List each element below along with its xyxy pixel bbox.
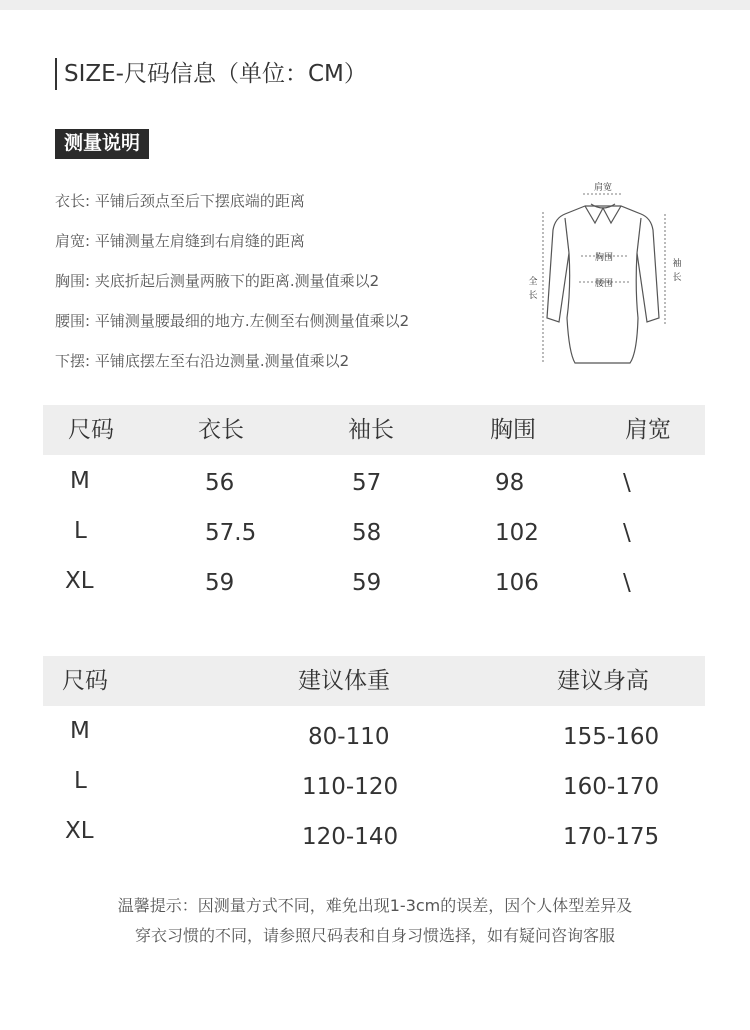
measure-item-hem: 下摆: 平铺底摆左至右沿边测量.测量值乘以2 bbox=[55, 352, 350, 370]
size-header-shoulder: 肩宽 bbox=[625, 417, 671, 443]
diagram-label-length-2: 长 bbox=[528, 291, 538, 301]
tip-note-line-2: 穿衣习惯的不同，请参照尺码表和自身习惯选择，如有疑问咨询客服 bbox=[134, 926, 615, 945]
fit-cell: 160-170 bbox=[563, 774, 660, 800]
size-cell: \ bbox=[623, 570, 631, 596]
fit-cell: 170-175 bbox=[563, 824, 660, 850]
fit-cell: M bbox=[70, 718, 90, 744]
size-cell: 59 bbox=[352, 570, 382, 596]
diagram-label-length-1: 全 bbox=[528, 277, 538, 287]
size-cell: 59 bbox=[205, 570, 235, 596]
size-header-sleeve: 袖长 bbox=[348, 417, 394, 443]
size-header-size: 尺码 bbox=[68, 417, 114, 443]
measure-item-shoulder: 肩宽: 平铺测量左肩缝到右肩缝的距离 bbox=[55, 232, 305, 250]
measure-item-length: 衣长: 平铺后颈点至后下摆底端的距离 bbox=[55, 192, 305, 210]
size-cell: 102 bbox=[495, 520, 539, 546]
size-cell: \ bbox=[623, 470, 631, 496]
diagram-label-waist: 腰围 bbox=[594, 279, 614, 289]
diagram-label-sleeve-1: 袖 bbox=[672, 259, 682, 269]
measure-heading: 测量说明 bbox=[55, 129, 149, 159]
fit-cell: 80-110 bbox=[308, 724, 390, 750]
size-cell: 98 bbox=[495, 470, 525, 496]
diagram-label-sleeve-2: 长 bbox=[672, 273, 682, 283]
fit-cell: L bbox=[74, 768, 87, 794]
size-header-chest: 胸围 bbox=[490, 417, 536, 443]
diagram-label-shoulder: 肩宽 bbox=[593, 183, 613, 193]
top-divider-bar bbox=[0, 0, 750, 10]
size-cell: 57.5 bbox=[205, 520, 257, 546]
fit-header-weight: 建议体重 bbox=[298, 668, 390, 694]
size-cell: 57 bbox=[352, 470, 382, 496]
measure-instructions bbox=[55, 190, 409, 390]
size-cell: 58 bbox=[352, 520, 382, 546]
garment-measurement-diagram bbox=[515, 178, 700, 378]
fit-header-height: 建议身高 bbox=[557, 668, 649, 694]
fit-cell: XL bbox=[65, 818, 94, 844]
size-header-length: 衣长 bbox=[198, 417, 244, 443]
fit-header-size: 尺码 bbox=[62, 668, 108, 694]
tip-note-line-1: 温馨提示：因测量方式不同，难免出现1-3cm的误差，因个人体型差异及 bbox=[117, 896, 633, 915]
measure-item-waist: 腰围: 平铺测量腰最细的地方.左侧至右侧测量值乘以2 bbox=[55, 312, 410, 330]
measure-item-chest: 胸围: 夹底折起后测量两腋下的距离.测量值乘以2 bbox=[55, 272, 380, 290]
diagram-label-chest: 胸围 bbox=[594, 253, 614, 263]
fit-cell: 110-120 bbox=[302, 774, 399, 800]
fit-cell: 155-160 bbox=[563, 724, 660, 750]
fit-cell: 120-140 bbox=[302, 824, 399, 850]
size-cell: 56 bbox=[205, 470, 235, 496]
size-cell: XL bbox=[65, 568, 94, 594]
page-title: SIZE-尺码信息（单位：CM） bbox=[55, 58, 367, 90]
size-cell: M bbox=[70, 468, 90, 494]
size-cell: L bbox=[74, 518, 87, 544]
size-cell: \ bbox=[623, 520, 631, 546]
size-cell: 106 bbox=[495, 570, 539, 596]
